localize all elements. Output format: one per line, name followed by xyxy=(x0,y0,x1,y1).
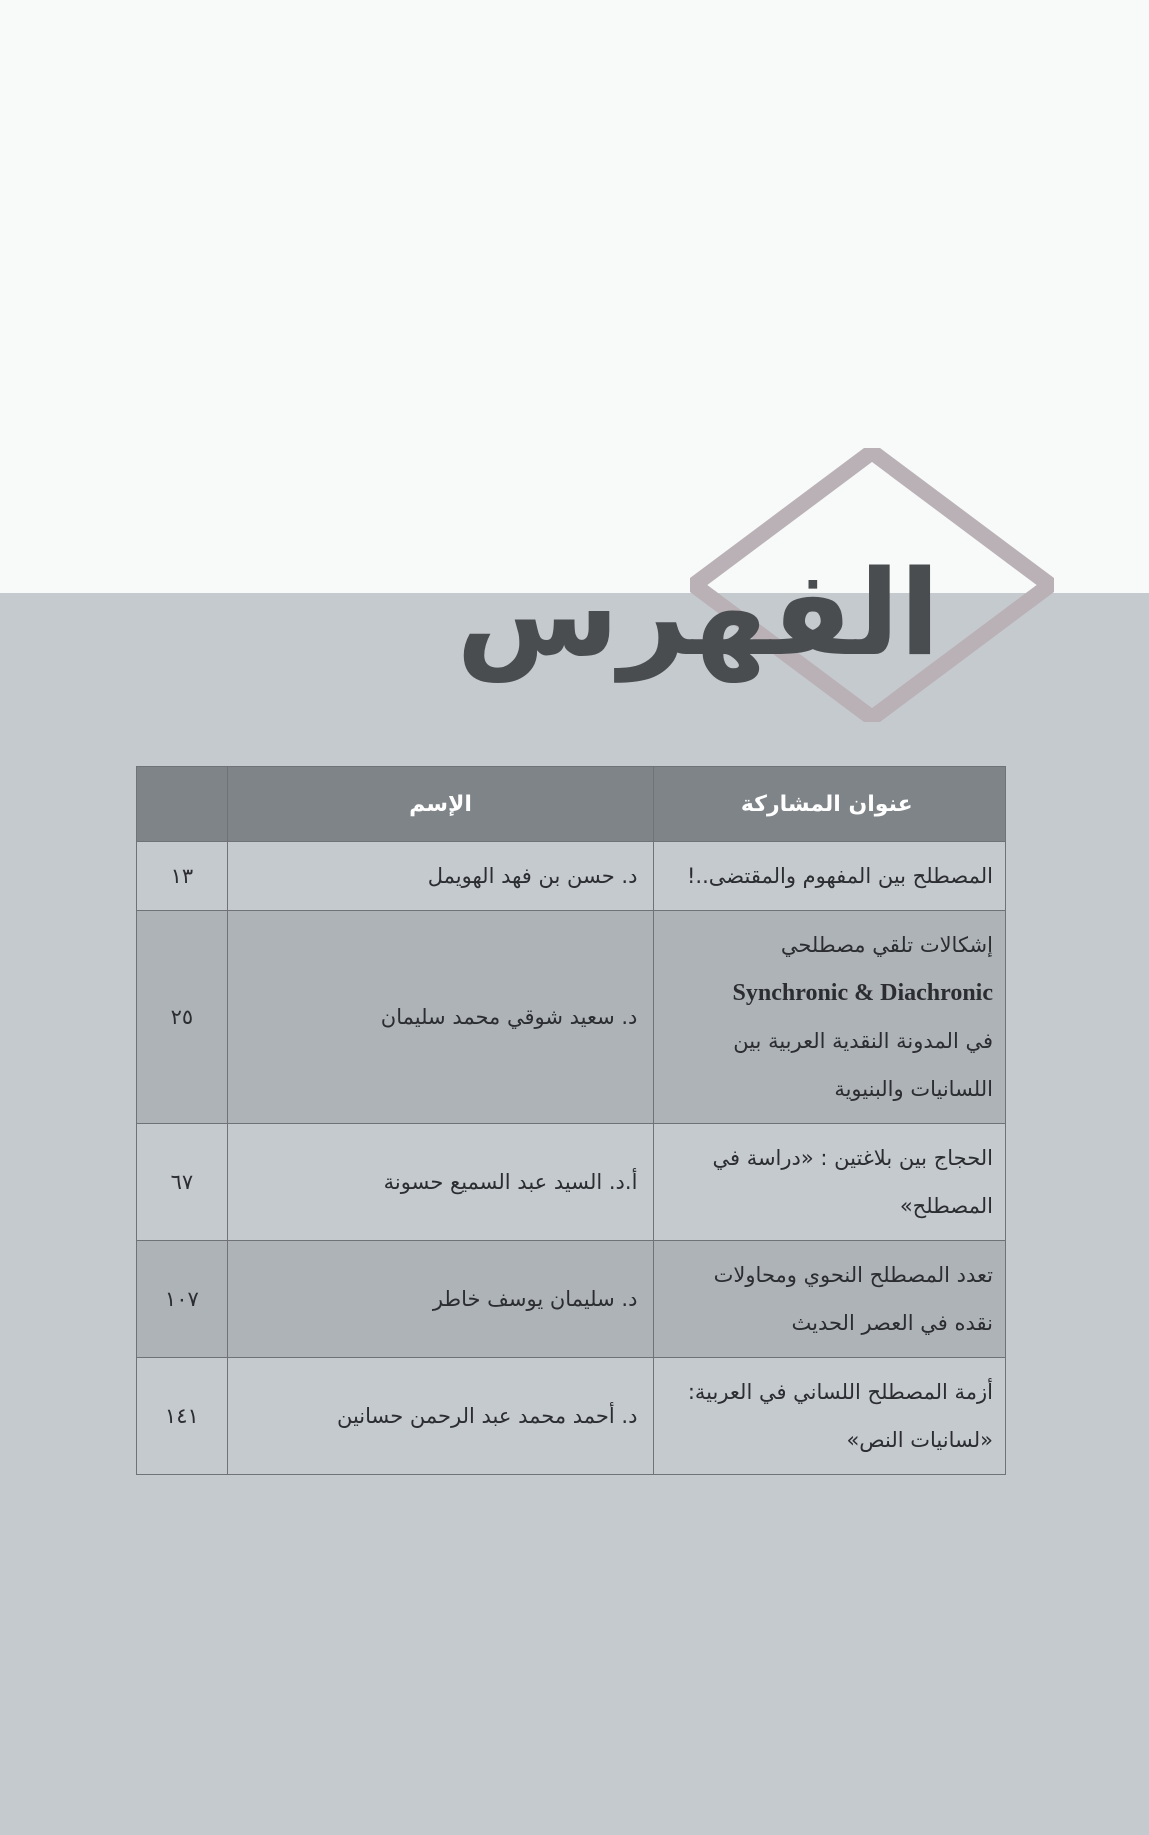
row-page: ١٤١ xyxy=(137,1358,228,1475)
toc-table xyxy=(136,766,1006,1475)
header-title: عنوان المشاركة xyxy=(654,767,1006,842)
row-title xyxy=(654,1358,1006,1475)
row-page: ٢٥ xyxy=(137,911,228,1124)
row-title xyxy=(654,842,1006,911)
table-row xyxy=(137,911,1006,1124)
row-name: د. سعيد شوقي محمد سليمان xyxy=(227,911,654,1124)
row-title xyxy=(654,911,1006,1124)
page-title: الفهرس xyxy=(456,544,940,682)
title-line: نقده في العصر الحديث xyxy=(791,1311,993,1335)
title-line: الحجاج بين بلاغتين : «دراسة في xyxy=(712,1146,993,1170)
title-line: المصطلح بين المفهوم والمقتضى..! xyxy=(687,864,993,888)
row-title xyxy=(654,1241,1006,1358)
table-row xyxy=(137,1241,1006,1358)
header-name: الإسم xyxy=(227,767,654,842)
title-line: إشكالات تلقي مصطلحي xyxy=(780,933,993,957)
row-name: أ.د. السيد عبد السميع حسونة xyxy=(227,1124,654,1241)
row-name: د. حسن بن فهد الهويمل xyxy=(227,842,654,911)
row-name: د. سليمان يوسف خاطر xyxy=(227,1241,654,1358)
title-line: أزمة المصطلح اللساني في العربية: xyxy=(687,1380,993,1404)
row-page: ١٠٧ xyxy=(137,1241,228,1358)
title-line: المصطلح» xyxy=(899,1194,993,1218)
title-line: اللسانيات والبنيوية xyxy=(834,1077,993,1101)
row-title xyxy=(654,1124,1006,1241)
row-name: د. أحمد محمد عبد الرحمن حسانين xyxy=(227,1358,654,1475)
table-row xyxy=(137,1124,1006,1241)
header-page xyxy=(137,767,228,842)
table-row xyxy=(137,1358,1006,1475)
table-header-row xyxy=(137,767,1006,842)
title-line: «لسانيات النص» xyxy=(846,1428,993,1452)
title-line: تعدد المصطلح النحوي ومحاولات xyxy=(713,1263,993,1287)
title-line-latin: Synchronic & Diachronic xyxy=(732,980,993,1006)
table-row xyxy=(137,842,1006,911)
title-line: في المدونة النقدية العربية بين xyxy=(733,1029,993,1053)
row-page: ٦٧ xyxy=(137,1124,228,1241)
row-page: ١٣ xyxy=(137,842,228,911)
